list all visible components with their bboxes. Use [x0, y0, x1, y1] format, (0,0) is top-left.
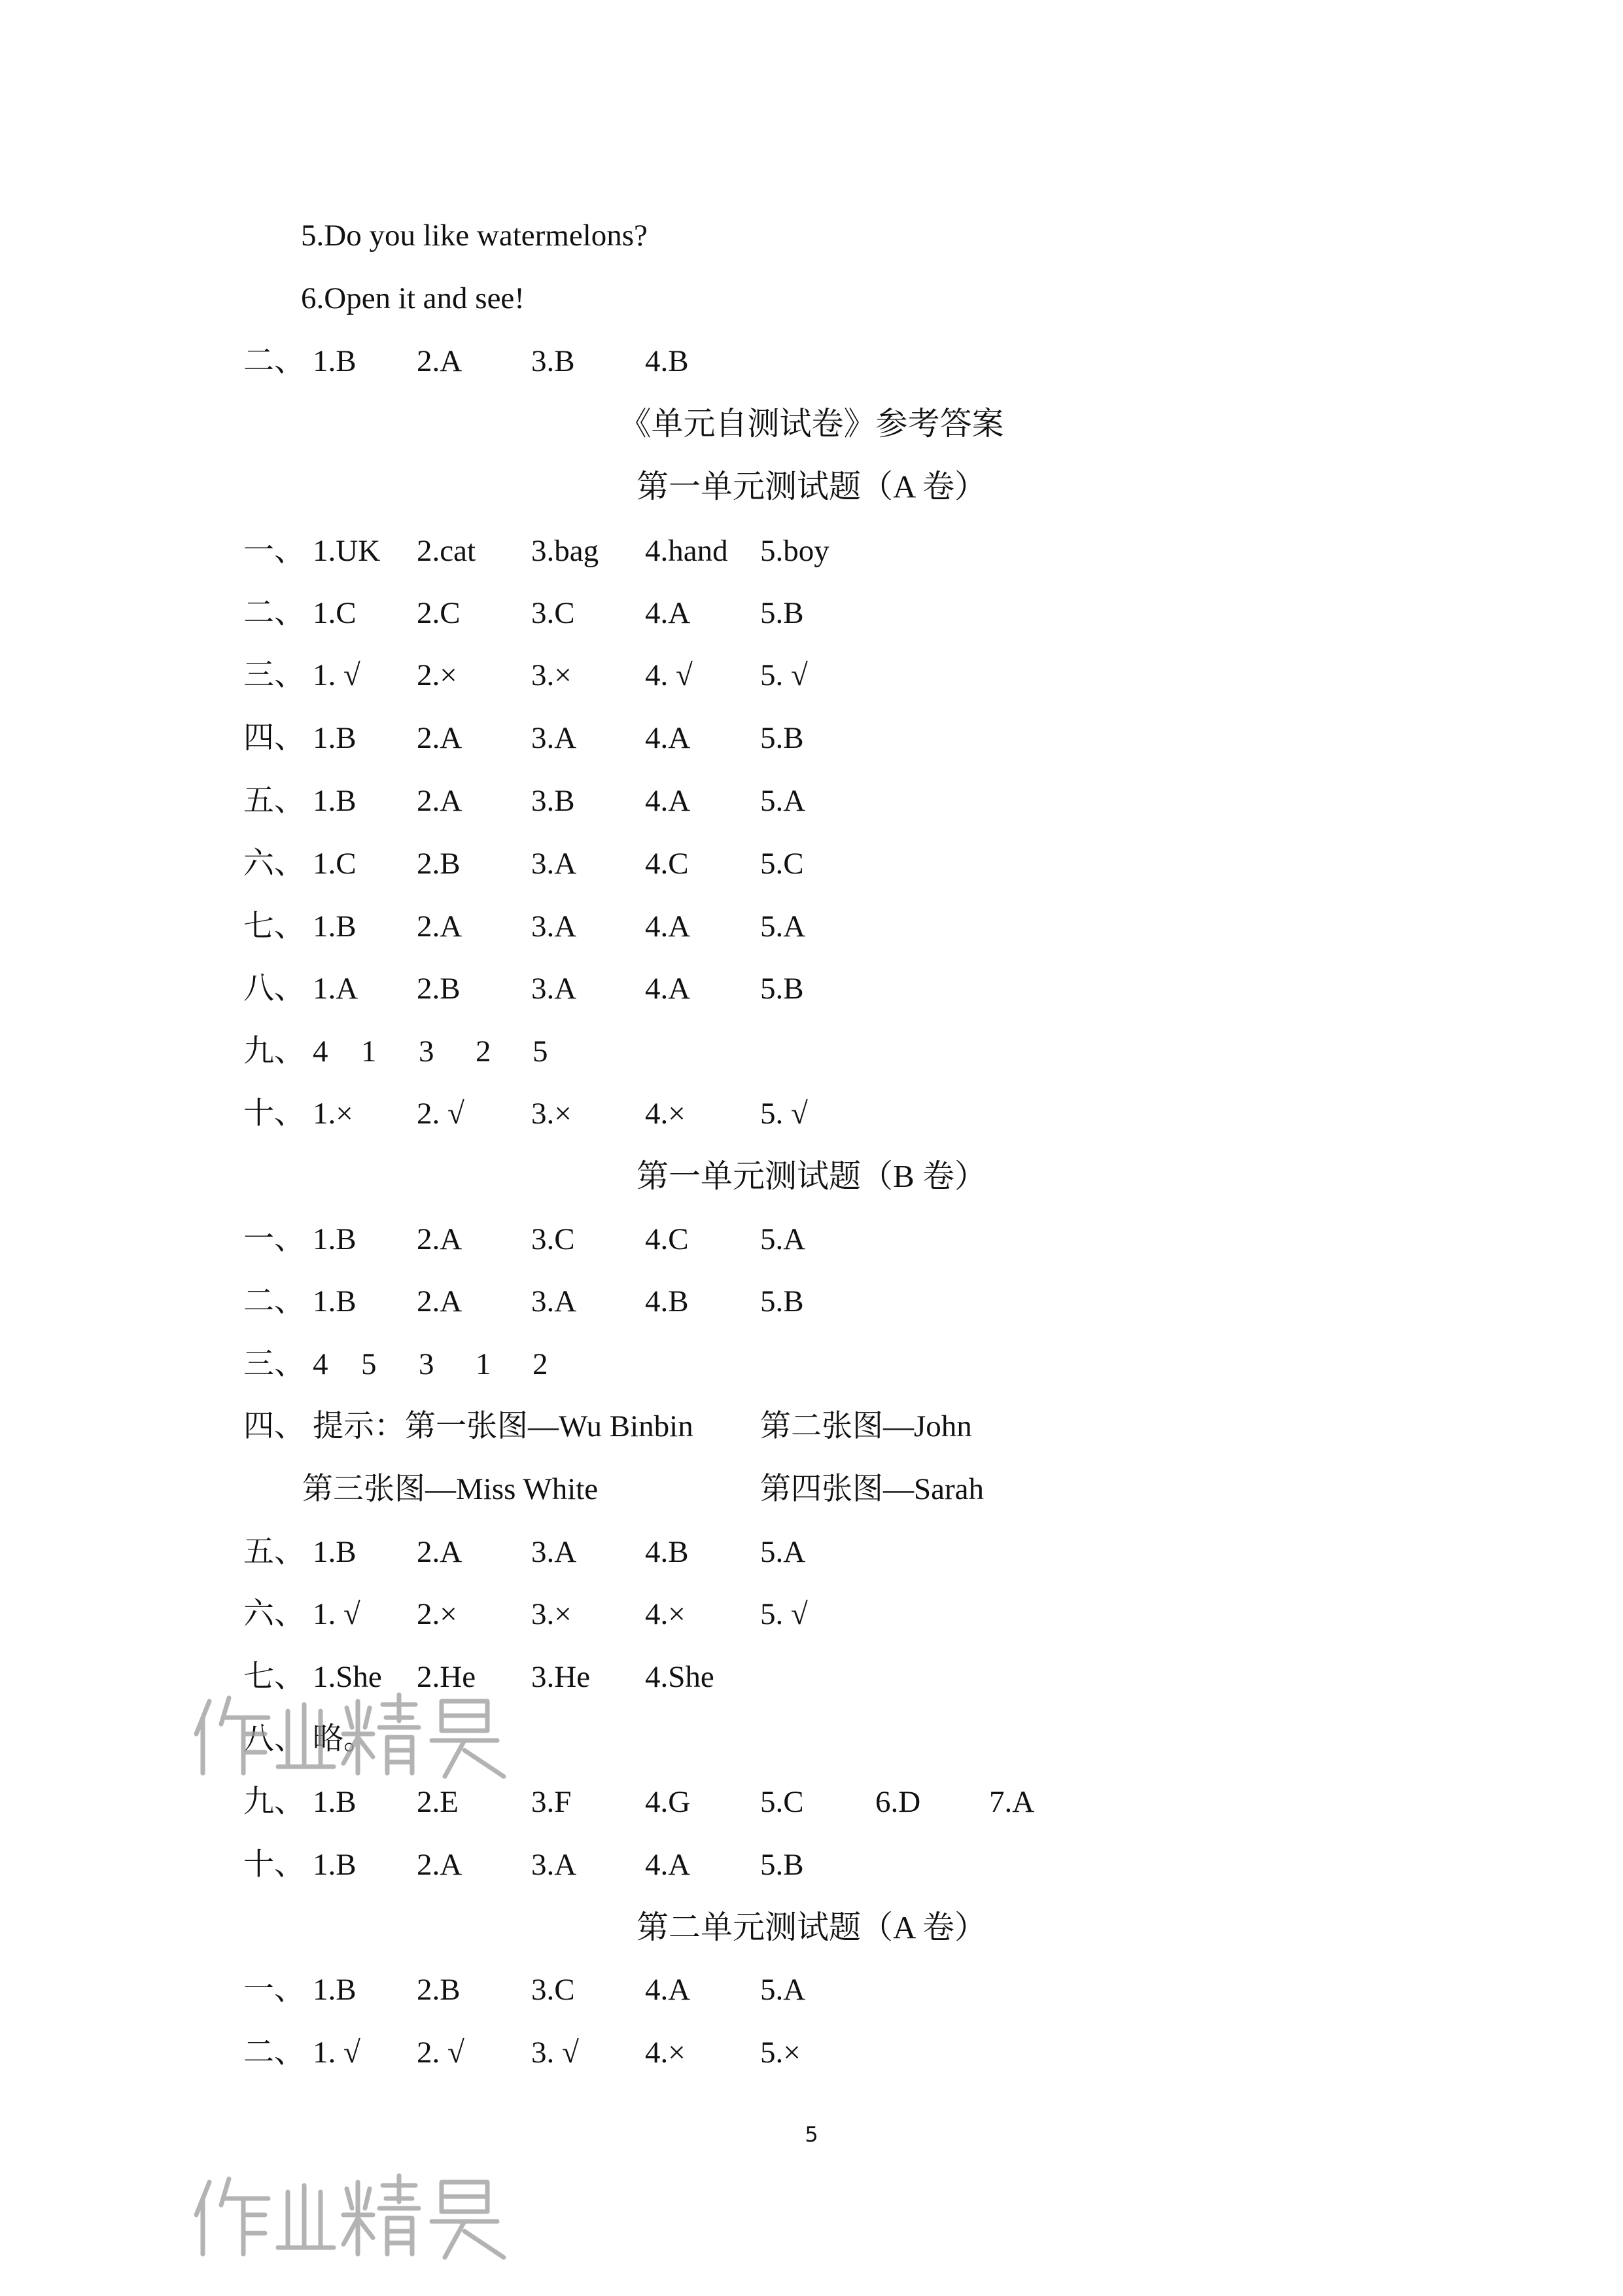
- answer-item: 5.B: [760, 972, 804, 1006]
- answer-item: 4.×: [645, 1597, 686, 1631]
- answer-item: 2.C: [417, 596, 461, 630]
- answer-item: 3.B: [531, 784, 575, 818]
- answer-item: 3: [419, 1347, 434, 1381]
- section-label: 八、: [243, 1722, 305, 1756]
- answer-item: 4.A: [645, 972, 691, 1006]
- section-label: 五、: [243, 1535, 305, 1569]
- answer-item: 5.×: [760, 2036, 801, 2070]
- answer-item: 3. √: [531, 2036, 579, 2070]
- answer-item: 1.B: [313, 910, 357, 944]
- answer-item: 2.A: [417, 1222, 462, 1256]
- answer-item: 5.boy: [760, 534, 829, 568]
- answer-item: 2.A: [417, 1535, 462, 1569]
- answer-item: 1. √: [313, 1597, 360, 1631]
- answer-item: 3.C: [531, 1222, 575, 1256]
- section-heading: 第一单元测试题（B 卷）: [637, 1158, 986, 1194]
- answer-item: 4.A: [645, 1973, 691, 2007]
- answer-item: 1. √: [313, 2036, 360, 2070]
- answer-item: 6.Open it and see!: [301, 281, 525, 315]
- section-label: 三、: [243, 1347, 305, 1381]
- answer-item: 1: [476, 1347, 491, 1381]
- answer-item: 4.hand: [645, 534, 728, 568]
- section-label: 七、: [243, 1660, 305, 1694]
- answer-item: 5.A: [760, 1973, 806, 2007]
- answer-item: 提示：第一张图—Wu Binbin: [313, 1409, 693, 1443]
- answer-item: 2.B: [417, 847, 461, 881]
- answer-item: 4.×: [645, 1097, 686, 1131]
- answer-item: 第三张图—Miss White: [302, 1472, 599, 1506]
- answer-item: 5.B: [760, 1284, 804, 1318]
- answer-item: 1.She: [313, 1660, 382, 1694]
- section-heading: 《单元自测试卷》参考答案: [619, 406, 1004, 442]
- answer-item: 4.A: [645, 1848, 691, 1882]
- answer-item: 5.Do you like watermelons?: [301, 219, 648, 253]
- answer-item: 3.bag: [531, 534, 599, 568]
- answer-item: 3.A: [531, 1535, 577, 1569]
- section-label: 一、: [243, 1973, 305, 2007]
- answer-item: 2. √: [417, 2036, 464, 2070]
- section-label: 六、: [243, 847, 305, 881]
- answer-item: 4.A: [645, 784, 691, 818]
- section-label: 二、: [243, 596, 305, 630]
- answer-item: 3.×: [531, 658, 572, 692]
- section-label: 四、: [243, 721, 305, 755]
- answer-item: 4: [313, 1347, 328, 1381]
- answer-item: 略。: [313, 1722, 374, 1756]
- answer-item: 2. √: [417, 1097, 464, 1131]
- answer-item: 3.He: [531, 1660, 591, 1694]
- answer-item: 1.×: [313, 1097, 353, 1131]
- answer-item: 2.A: [417, 344, 462, 378]
- answer-item: 3.C: [531, 1973, 575, 2007]
- answer-item: 第四张图—Sarah: [760, 1472, 985, 1506]
- answer-item: 2.E: [417, 1785, 459, 1819]
- answer-item: 1.B: [313, 1535, 357, 1569]
- answer-item: 2.×: [417, 658, 457, 692]
- answer-item: 5.B: [760, 596, 804, 630]
- answer-item: 5.B: [760, 1848, 804, 1882]
- answer-item: 4.C: [645, 1222, 689, 1256]
- answer-item: 2: [532, 1347, 548, 1381]
- section-label: 八、: [243, 972, 305, 1006]
- answer-item: 1.B: [313, 1848, 357, 1882]
- section-label: 二、: [243, 2036, 305, 2070]
- answer-item: 2.A: [417, 910, 462, 944]
- answer-item: 5.A: [760, 784, 806, 818]
- answer-item: 5.C: [760, 847, 804, 881]
- answer-item: 1.B: [313, 1222, 357, 1256]
- answer-item: 2.He: [417, 1660, 476, 1694]
- watermark-logo: [183, 1688, 550, 1786]
- answer-item: 4.×: [645, 2036, 686, 2070]
- answer-item: 2: [476, 1034, 491, 1069]
- answer-item: 5.C: [760, 1785, 804, 1819]
- answer-item: 2.A: [417, 784, 462, 818]
- section-label: 二、: [243, 1284, 305, 1318]
- section-label: 二、: [243, 344, 305, 378]
- section-label: 一、: [243, 1222, 305, 1256]
- answer-item: 3.A: [531, 721, 577, 755]
- section-label: 四、: [243, 1409, 305, 1443]
- section-label: 七、: [243, 910, 305, 944]
- answer-item: 4.She: [645, 1660, 714, 1694]
- section-label: 一、: [243, 534, 305, 568]
- answer-item: 5.A: [760, 910, 806, 944]
- answer-item: 1.B: [313, 1785, 357, 1819]
- answer-item: 2.A: [417, 1848, 462, 1882]
- answer-item: 1.B: [313, 1973, 357, 2007]
- section-heading: 第一单元测试题（A 卷）: [637, 468, 986, 504]
- answer-item: 1: [361, 1034, 377, 1069]
- answer-item: 4.B: [645, 1284, 689, 1318]
- answer-item: 3.×: [531, 1597, 572, 1631]
- answer-item: 5.A: [760, 1222, 806, 1256]
- answer-item: 1.C: [313, 596, 357, 630]
- answer-item: 1.C: [313, 847, 357, 881]
- answer-item: 2.A: [417, 1284, 462, 1318]
- section-heading: 第二单元测试题（A 卷）: [637, 1909, 986, 1945]
- answer-item: 1.B: [313, 784, 357, 818]
- section-label: 九、: [243, 1785, 305, 1819]
- answer-item: 3.A: [531, 1284, 577, 1318]
- answer-item: 4.B: [645, 344, 689, 378]
- answer-item: 3.A: [531, 847, 577, 881]
- answer-item: 1. √: [313, 658, 360, 692]
- answer-item: 4: [313, 1034, 328, 1069]
- answer-item: 1.UK: [313, 534, 381, 568]
- answer-item: 5.B: [760, 721, 804, 755]
- answer-item: 5. √: [760, 1597, 808, 1631]
- section-label: 十、: [243, 1848, 305, 1882]
- answer-item: 4.A: [645, 721, 691, 755]
- section-label: 五、: [243, 784, 305, 818]
- answer-item: 6.D: [875, 1785, 921, 1819]
- answer-item: 4.C: [645, 847, 689, 881]
- answer-item: 3.A: [531, 972, 577, 1006]
- section-label: 三、: [243, 658, 305, 692]
- answer-item: 1.A: [313, 972, 358, 1006]
- answer-item: 3.A: [531, 1848, 577, 1882]
- section-label: 十、: [243, 1097, 305, 1131]
- answer-item: 第二张图—John: [760, 1409, 972, 1443]
- page-number: 5: [805, 2122, 818, 2147]
- answer-item: 3.C: [531, 596, 575, 630]
- answer-item: 1.B: [313, 721, 357, 755]
- section-label: 九、: [243, 1034, 305, 1069]
- answer-item: 5.A: [760, 1535, 806, 1569]
- answer-item: 1.B: [313, 344, 357, 378]
- answer-item: 4.A: [645, 596, 691, 630]
- answer-item: 3.B: [531, 344, 575, 378]
- answer-item: 3.×: [531, 1097, 572, 1131]
- answer-item: 4.G: [645, 1785, 691, 1819]
- answer-item: 7.A: [989, 1785, 1035, 1819]
- answer-item: 2.cat: [417, 534, 476, 568]
- answer-item: 2.A: [417, 721, 462, 755]
- answer-item: 1.B: [313, 1284, 357, 1318]
- answer-item: 3.A: [531, 910, 577, 944]
- answer-item: 2.B: [417, 972, 461, 1006]
- answer-item: 4.B: [645, 1535, 689, 1569]
- answer-item: 2.B: [417, 1973, 461, 2007]
- answer-item: 5. √: [760, 1097, 808, 1131]
- answer-item: 3.F: [531, 1785, 572, 1819]
- answer-item: 5. √: [760, 658, 808, 692]
- answer-item: 4. √: [645, 658, 693, 692]
- watermark-logo: [183, 2169, 550, 2267]
- answer-item: 3: [419, 1034, 434, 1069]
- answer-item: 2.×: [417, 1597, 457, 1631]
- answer-item: 5: [532, 1034, 548, 1069]
- answer-item: 5: [361, 1347, 377, 1381]
- answer-item: 4.A: [645, 910, 691, 944]
- section-label: 六、: [243, 1597, 305, 1631]
